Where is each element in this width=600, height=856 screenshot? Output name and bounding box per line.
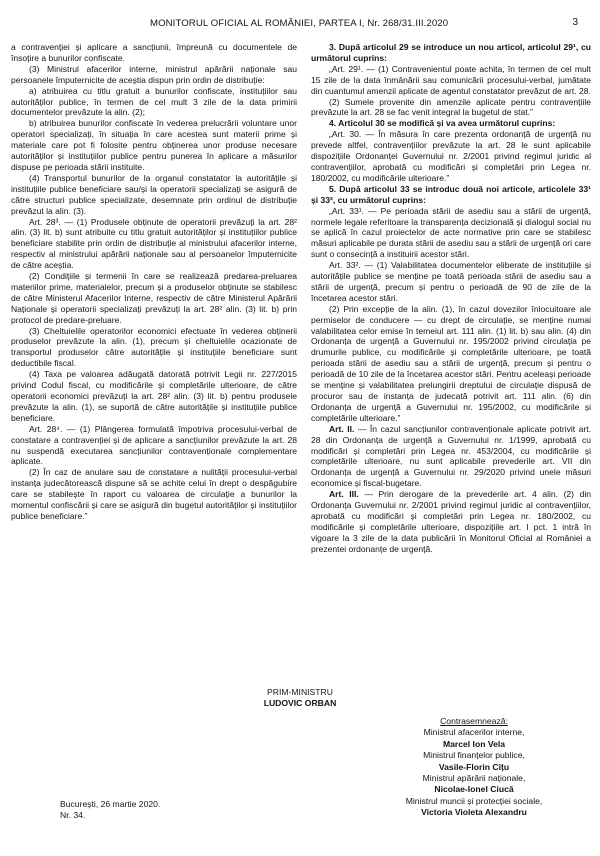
right-column bbox=[311, 42, 591, 555]
place-date: București, 26 martie 2020. bbox=[60, 799, 161, 809]
countersigner-role: Ministrul afacerilor interne, bbox=[423, 727, 525, 738]
paragraph: Art. 28⁴. — (1) Plângerea formulată împotriva procesului-verbal de constatare a contravenției și de aplicare a sancțiunilor prevăzute la art. 28 nu suspendă executarea sancțiunilor contravenționale complementare aplicate. bbox=[11, 423, 297, 467]
countersigner-name: Nicolae-Ionel Ciucă bbox=[434, 784, 514, 795]
article-text: — În cazul sancțiunilor contravenționale aplicate potrivit art. 28 din Ordonanța de urgență a Guvernului nr. 1/1999, aprobată cu modificări și completări prin Legea nr. 453/2004, cu modificările și completările ulterioare, nu sunt aplicabile prevederile art. VII din Ordonanța de urgență a Guvernului nr. 29/2020 privind unele măsuri economice și fiscal-bugetare. bbox=[311, 423, 591, 489]
pm-title: PRIM-MINISTRU bbox=[267, 687, 333, 697]
countersigner-role: Ministrul muncii și protecției sociale, bbox=[405, 795, 543, 806]
article-paragraph bbox=[311, 489, 591, 554]
paragraph: (2) Prin excepție de la alin. (1), în cazul dovezilor înlocuitoare ale permiselor de conducere — cu drept de circulație, se menține numai valabilitatea celor emise în temeiul art. 111 alin. (1) lit. b) sau alin. (4) din Ordonanța de urgență a Guvernului nr. 195/2002 privind circulația pe drumurile publice, cu modificările și completările ulterioare, pe toată perioada stării de asediu sau a stării de urgență, precum și pentru o perioadă de 10 zile de la încetarea acestor stări. Pentru aceleași perioade se menține și valabilitatea prelungirii dreptului de circulație dispusă de procuror sau de instanța de judecată potrivit art. 111 alin. (6) din Ordonanța de urgență a Guvernului nr. 195/2002, cu modificările și completările ulterioare.” bbox=[311, 303, 591, 423]
amendment-heading: 4. Articolul 30 se modifică și va avea următorul cuprins: bbox=[329, 118, 556, 129]
article-paragraph bbox=[311, 424, 591, 489]
paragraph: „Art. 29¹. — (1) Contravenientul poate achita, în termen de cel mult 15 zile de la data înmânării sau comunicării procesului-verbal, jumătate din cuantumul amenzii aplicate de agentul constatator prevăzut de art. 28. bbox=[311, 63, 591, 96]
paragraph: a) atribuirea cu titlu gratuit a bunurilor confiscate, instituțiilor sau autorităților publice, în termen de cel mult 3 zile de la data primirii documentelor prevăzute la alin. (2); bbox=[11, 85, 297, 118]
countersign-block bbox=[360, 716, 588, 819]
paragraph: (3) Ministrul afacerilor interne, ministrul apărării naționale sau persoanele împuternicite de aceștia dispun prin ordin de distribuție: bbox=[11, 63, 297, 85]
paragraph: (2) În caz de anulare sau de constatare a nulității procesului-verbal instanța judecătorească dispune să se achite celui în drept o despăgubire care se stabilește în raport cu valoarea de circulație a bunurilor la momentul confiscării și care se asigură din bugetul autorităților și instituțiilor publice beneficiare.” bbox=[11, 467, 297, 521]
countersigner-name: Marcel Ion Vela bbox=[442, 738, 506, 749]
act-number: Nr. 34. bbox=[60, 810, 86, 821]
paragraph: „Art. 30. — În măsura în care prezenta ordonanță de urgență nu prevede altfel, contravențiilor prevăzute la art. 28 le sunt aplicabile dispozițiile Ordonanței Guvernului nr. 2/2001 privind regimul juridic al contravențiilor, aprobată cu modificări și completări prin Legea nr. 180/2002, cu modificările ulterioare.” bbox=[311, 129, 591, 183]
paragraph: (2) Sumele provenite din amenzile aplicate pentru contravențiile prevăzute la art. 28 se fac venit integral la bugetul de stat.” bbox=[311, 96, 591, 118]
article-text: — Prin derogare de la prevederile art. 4 alin. (2) din Ordonanța Guvernului nr. 2/2001 privind regimul juridic al contravențiilor, aprobată cu modificări și completări prin Legea nr. 180/2002, cu modificările și completările ulterioare, dispozițiile art. I pct. 1 intră în vigoare la 3 zile de la data publicării în Monitorul Oficial al României a prezentei ordonanțe de urgență. bbox=[311, 489, 591, 554]
paragraph: (2) Condițiile și termenii în care se realizează predarea-preluarea materiilor prime, materialelor, precum și a produselor obținute se stabilesc de către Ministerul Afacerilor Interne, respectiv de către Ministerul Apărării Naționale și operatorii specializați prevăzuți la art. 28² alin. (3) lit. b) prin protocol de predare-preluare. bbox=[11, 271, 297, 325]
prime-minister-signature bbox=[180, 687, 420, 709]
countersigner-role: Ministrul apărării naționale, bbox=[422, 773, 526, 784]
paragraph: Art. 28³. — (1) Produsele obținute de operatorii prevăzuți la art. 28² alin. (3) lit. b) sunt atribuite cu titlu gratuit autorităților și instituțiilor publice beneficiare stabilite prin ordin de distribuție al ministrului afacerilor interne, respectiv al ministrului apărării naționale sau al persoanelor împuternicite de către aceștia. bbox=[11, 216, 297, 271]
left-column bbox=[11, 42, 297, 522]
article-number: Art. II. bbox=[329, 423, 355, 434]
countersigner-role: Ministrul finanțelor publice, bbox=[423, 750, 525, 761]
publication-title: MONITORUL OFICIAL AL ROMÂNIEI, PARTEA I, Nr. 268/31.III.2020 bbox=[150, 18, 449, 29]
paragraph: b) atribuirea bunurilor confiscate în vederea prelucrării voluntare unor operatori specializați, în situația în care acestea sunt materii prime și materiale care pot fi folosite pentru obținerea unor produse necesare autorităților și instituțiilor publice pentru punerea în aplicare a măsurilor dispuse pe perioada stării instituite. bbox=[11, 118, 297, 172]
page-header bbox=[0, 18, 600, 32]
paragraph: a contravenției și aplicare a sancțiunii, împreună cu documentele de însoțire a bunurilor confiscate. bbox=[11, 42, 297, 63]
pm-name: LUDOVIC ORBAN bbox=[263, 698, 337, 708]
amendment-heading: 3. După articolul 29 se introduce un nou articol, articolul 29¹, cu următorul cuprins: bbox=[311, 42, 591, 63]
paragraph: (4) Transportul bunurilor de la organul constatator la autoritățile și instituțiile publice beneficiare sau/și la operatorii specializați se asigură de către structuri publice specializate, desemnate prin ordinul de distribuție prevăzut la alin. (3). bbox=[11, 172, 297, 216]
countersigner-name: Victoria Violeta Alexandru bbox=[421, 807, 527, 818]
paragraph: Art. 33². — (1) Valabilitatea documentelor eliberate de instituțiile și autoritățile publice se menține pe toată perioada stării de asediu sau a stării de urgență, precum și pentru o perioadă de 90 de zile de la încetarea acestor stări. bbox=[311, 260, 591, 303]
countersign-label: Contrasemnează: bbox=[440, 716, 508, 726]
place-date-block bbox=[60, 799, 160, 822]
paragraph: (3) Cheltuielile operatorilor economici efectuate în vederea obținerii produselor prevăzute la alin. (1), precum și cheltuielile ocazionate de transportul produselor către autoritățile și instituțiile beneficiare sunt deductibile fiscal. bbox=[11, 325, 297, 369]
amendment-heading: 5. După articolul 33 se introduc două noi articole, articolele 33¹ și 33², cu următorul cuprins: bbox=[311, 183, 591, 205]
countersigner-name: Vasile-Florin Cîțu bbox=[438, 761, 510, 772]
page-number: 3 bbox=[572, 17, 578, 28]
paragraph: „Art. 33¹. — Pe perioada stării de asediu sau a stării de urgență, normele legale referitoare la transparența decizională și dialogul social nu se aplică în cazul proiectelor de acte normative prin care se stabilesc măsuri aplicabile pe durata stării de asediu sau a stării de urgență ori care sunt o consecință a instituirii acestor stări. bbox=[311, 205, 591, 260]
paragraph: (4) Taxa pe valoarea adăugată datorată potrivit Legii nr. 227/2015 privind Codul fiscal, cu modificările și completările ulterioare, de către operatorii economici prevăzuți la art. 28² alin. (3) lit. b) pentru produsele prevăzute la alin. (1), se suportă de către autoritățile și instituțiile publice beneficiare. bbox=[11, 369, 297, 423]
article-number: Art. III. bbox=[329, 489, 359, 500]
